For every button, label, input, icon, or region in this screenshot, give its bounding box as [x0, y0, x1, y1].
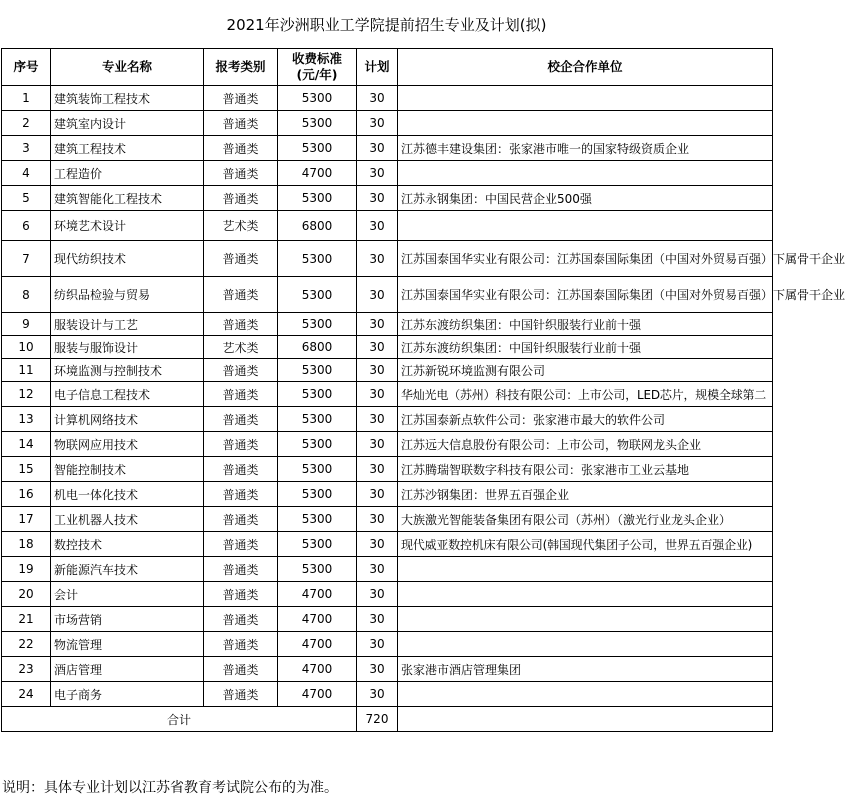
row-plan: 30: [357, 557, 398, 582]
total-row: [2, 707, 773, 732]
row-index: 6: [2, 211, 51, 241]
row-fee: 5300: [278, 111, 357, 136]
row-category: 普通类: [204, 186, 278, 211]
row-plan: 30: [357, 241, 398, 277]
row-partner: 张家港市酒店管理集团: [398, 657, 773, 682]
row-fee: 5300: [278, 532, 357, 557]
row-index: 19: [2, 557, 51, 582]
row-category: 普通类: [204, 582, 278, 607]
row-category: 艺术类: [204, 211, 278, 241]
row-fee: 5300: [278, 407, 357, 432]
row-index: 11: [2, 359, 51, 382]
row-major: 环境艺术设计: [51, 211, 204, 241]
row-fee: 6800: [278, 336, 357, 359]
row-index: 20: [2, 582, 51, 607]
row-fee: 4700: [278, 682, 357, 707]
row-index: 2: [2, 111, 51, 136]
row-fee: 5300: [278, 359, 357, 382]
table-row: [2, 657, 773, 682]
row-partner: 江苏永钢集团：中国民营企业500强: [398, 186, 773, 211]
row-index: 1: [2, 86, 51, 111]
row-major: 会计: [51, 582, 204, 607]
row-plan: 30: [357, 136, 398, 161]
row-partner: [398, 161, 773, 186]
row-plan: 30: [357, 482, 398, 507]
row-index: 9: [2, 313, 51, 336]
row-plan: 30: [357, 682, 398, 707]
table-row: [2, 632, 773, 657]
table-row: [2, 241, 773, 277]
table-header-row: [2, 49, 773, 86]
row-partner: [398, 557, 773, 582]
row-major: 市场营销: [51, 607, 204, 632]
row-partner: 江苏远大信息股份有限公司：上市公司，物联网龙头企业: [398, 432, 773, 457]
row-category: 普通类: [204, 432, 278, 457]
row-category: 普通类: [204, 532, 278, 557]
row-index: 23: [2, 657, 51, 682]
row-fee: 4700: [278, 657, 357, 682]
table-row: [2, 136, 773, 161]
row-fee: 5300: [278, 457, 357, 482]
row-category: 普通类: [204, 241, 278, 277]
row-index: 17: [2, 507, 51, 532]
row-plan: 30: [357, 161, 398, 186]
row-category: 普通类: [204, 507, 278, 532]
row-category: 普通类: [204, 657, 278, 682]
row-fee: 5300: [278, 313, 357, 336]
row-category: 普通类: [204, 607, 278, 632]
table-row: [2, 582, 773, 607]
row-category: 普通类: [204, 407, 278, 432]
row-partner: 大族激光智能装备集团有限公司（苏州）（激光行业龙头企业）: [398, 507, 773, 532]
row-major: 服装与服饰设计: [51, 336, 204, 359]
row-category: 普通类: [204, 482, 278, 507]
row-category: 普通类: [204, 359, 278, 382]
row-index: 16: [2, 482, 51, 507]
header-partner: 校企合作单位: [398, 49, 773, 86]
row-index: 7: [2, 241, 51, 277]
table-row: [2, 161, 773, 186]
table-row: [2, 457, 773, 482]
row-plan: 30: [357, 507, 398, 532]
row-plan: 30: [357, 211, 398, 241]
row-fee: 5300: [278, 432, 357, 457]
document-title: 2021年沙洲职业工学院提前招生专业及计划(拟): [226, 15, 547, 34]
total-label: 合计: [2, 707, 357, 732]
row-fee: 4700: [278, 161, 357, 186]
table-row: [2, 507, 773, 532]
total-value: 720: [357, 707, 398, 732]
row-plan: 30: [357, 111, 398, 136]
row-major: 物联网应用技术: [51, 432, 204, 457]
row-plan: 30: [357, 432, 398, 457]
row-fee: 5300: [278, 382, 357, 407]
row-partner: 江苏新锐环境监测有限公司: [398, 359, 773, 382]
table-row: [2, 432, 773, 457]
header-category: 报考类别: [204, 49, 278, 86]
row-major: 工业机器人技术: [51, 507, 204, 532]
row-index: 13: [2, 407, 51, 432]
table-row: [2, 607, 773, 632]
row-partner: 现代威亚数控机床有限公司(韩国现代集团子公司，世界五百强企业): [398, 532, 773, 557]
row-index: 15: [2, 457, 51, 482]
header-fee-unit: (元/年): [296, 67, 338, 82]
row-major: 建筑工程技术: [51, 136, 204, 161]
table-row: [2, 313, 773, 336]
header-fee-label: 收费标准: [291, 51, 342, 66]
table-row: [2, 111, 773, 136]
row-index: 3: [2, 136, 51, 161]
row-major: 智能控制技术: [51, 457, 204, 482]
row-category: 普通类: [204, 313, 278, 336]
row-major: 建筑装饰工程技术: [51, 86, 204, 111]
row-plan: 30: [357, 532, 398, 557]
row-partner: [398, 632, 773, 657]
row-fee: 5300: [278, 136, 357, 161]
row-plan: 30: [357, 186, 398, 211]
row-major: 计算机网络技术: [51, 407, 204, 432]
row-partner: 江苏沙钢集团：世界五百强企业: [398, 482, 773, 507]
row-fee: 4700: [278, 582, 357, 607]
row-major: 工程造价: [51, 161, 204, 186]
row-partner: [398, 86, 773, 111]
row-index: 5: [2, 186, 51, 211]
row-fee: 5300: [278, 277, 357, 313]
header-plan: 计划: [357, 49, 398, 86]
row-category: 普通类: [204, 136, 278, 161]
row-partner: 江苏国泰国华实业有限公司：江苏国泰国际集团（中国对外贸易百强）下属骨干企业: [398, 277, 773, 313]
row-plan: 30: [357, 457, 398, 482]
row-category: 普通类: [204, 557, 278, 582]
row-category: 普通类: [204, 86, 278, 111]
row-plan: 30: [357, 313, 398, 336]
row-major: 电子商务: [51, 682, 204, 707]
header-major: 专业名称: [51, 49, 204, 86]
row-major: 环境监测与控制技术: [51, 359, 204, 382]
row-major: 新能源汽车技术: [51, 557, 204, 582]
footnote: 说明：具体专业计划以江苏省教育考试院公布的为准。: [2, 780, 338, 796]
row-category: 普通类: [204, 682, 278, 707]
row-partner: 江苏国泰新点软件公司：张家港市最大的软件公司: [398, 407, 773, 432]
row-major: 电子信息工程技术: [51, 382, 204, 407]
total-partner-cell: [398, 707, 773, 732]
row-partner: 华灿光电（苏州）科技有限公司：上市公司，LED芯片，规模全球第二: [398, 382, 773, 407]
table-row: [2, 86, 773, 111]
table-row: [2, 482, 773, 507]
table-row: [2, 277, 773, 313]
row-plan: 30: [357, 359, 398, 382]
row-partner: [398, 211, 773, 241]
row-plan: 30: [357, 277, 398, 313]
row-partner: 江苏国泰国华实业有限公司：江苏国泰国际集团（中国对外贸易百强）下属骨干企业: [398, 241, 773, 277]
row-major: 酒店管理: [51, 657, 204, 682]
row-fee: 4700: [278, 607, 357, 632]
row-category: 普通类: [204, 277, 278, 313]
row-plan: 30: [357, 632, 398, 657]
row-index: 8: [2, 277, 51, 313]
row-partner: [398, 582, 773, 607]
row-partner: [398, 111, 773, 136]
row-partner: [398, 682, 773, 707]
row-fee: 5300: [278, 482, 357, 507]
table-row: [2, 186, 773, 211]
row-fee: 6800: [278, 211, 357, 241]
row-index: 18: [2, 532, 51, 557]
table-row: [2, 407, 773, 432]
row-category: 普通类: [204, 382, 278, 407]
row-plan: 30: [357, 607, 398, 632]
row-plan: 30: [357, 407, 398, 432]
row-index: 14: [2, 432, 51, 457]
row-index: 4: [2, 161, 51, 186]
table-row: [2, 532, 773, 557]
row-fee: 4700: [278, 632, 357, 657]
table-row: [2, 682, 773, 707]
row-plan: 30: [357, 582, 398, 607]
row-plan: 30: [357, 382, 398, 407]
table-row: [2, 382, 773, 407]
table-row: [2, 336, 773, 359]
row-fee: 5300: [278, 507, 357, 532]
row-major: 机电一体化技术: [51, 482, 204, 507]
row-plan: 30: [357, 86, 398, 111]
row-category: 普通类: [204, 111, 278, 136]
table-row: [2, 211, 773, 241]
row-partner: [398, 607, 773, 632]
row-category: 普通类: [204, 632, 278, 657]
row-index: 24: [2, 682, 51, 707]
row-major: 服装设计与工艺: [51, 313, 204, 336]
header-index: 序号: [2, 49, 51, 86]
row-major: 数控技术: [51, 532, 204, 557]
row-partner: 江苏东渡纺织集团：中国针织服装行业前十强: [398, 313, 773, 336]
row-plan: 30: [357, 336, 398, 359]
table-row: [2, 359, 773, 382]
row-fee: 5300: [278, 186, 357, 211]
row-index: 22: [2, 632, 51, 657]
row-major: 纺织品检验与贸易: [51, 277, 204, 313]
row-partner: 江苏东渡纺织集团：中国针织服装行业前十强: [398, 336, 773, 359]
enrollment-plan-table: [1, 48, 845, 732]
table-row: [2, 557, 773, 582]
row-partner: 江苏德丰建设集团：张家港市唯一的国家特级资质企业: [398, 136, 773, 161]
row-fee: 5300: [278, 557, 357, 582]
row-major: 建筑智能化工程技术: [51, 186, 204, 211]
row-index: 10: [2, 336, 51, 359]
row-major: 建筑室内设计: [51, 111, 204, 136]
header-fee: [278, 49, 357, 86]
row-category: 艺术类: [204, 336, 278, 359]
row-partner: 江苏腾瑞智联数字科技有限公司：张家港市工业云基地: [398, 457, 773, 482]
row-major: 现代纺织技术: [51, 241, 204, 277]
row-major: 物流管理: [51, 632, 204, 657]
row-index: 21: [2, 607, 51, 632]
row-category: 普通类: [204, 161, 278, 186]
row-category: 普通类: [204, 457, 278, 482]
row-fee: 5300: [278, 241, 357, 277]
row-fee: 5300: [278, 86, 357, 111]
row-plan: 30: [357, 657, 398, 682]
row-index: 12: [2, 382, 51, 407]
